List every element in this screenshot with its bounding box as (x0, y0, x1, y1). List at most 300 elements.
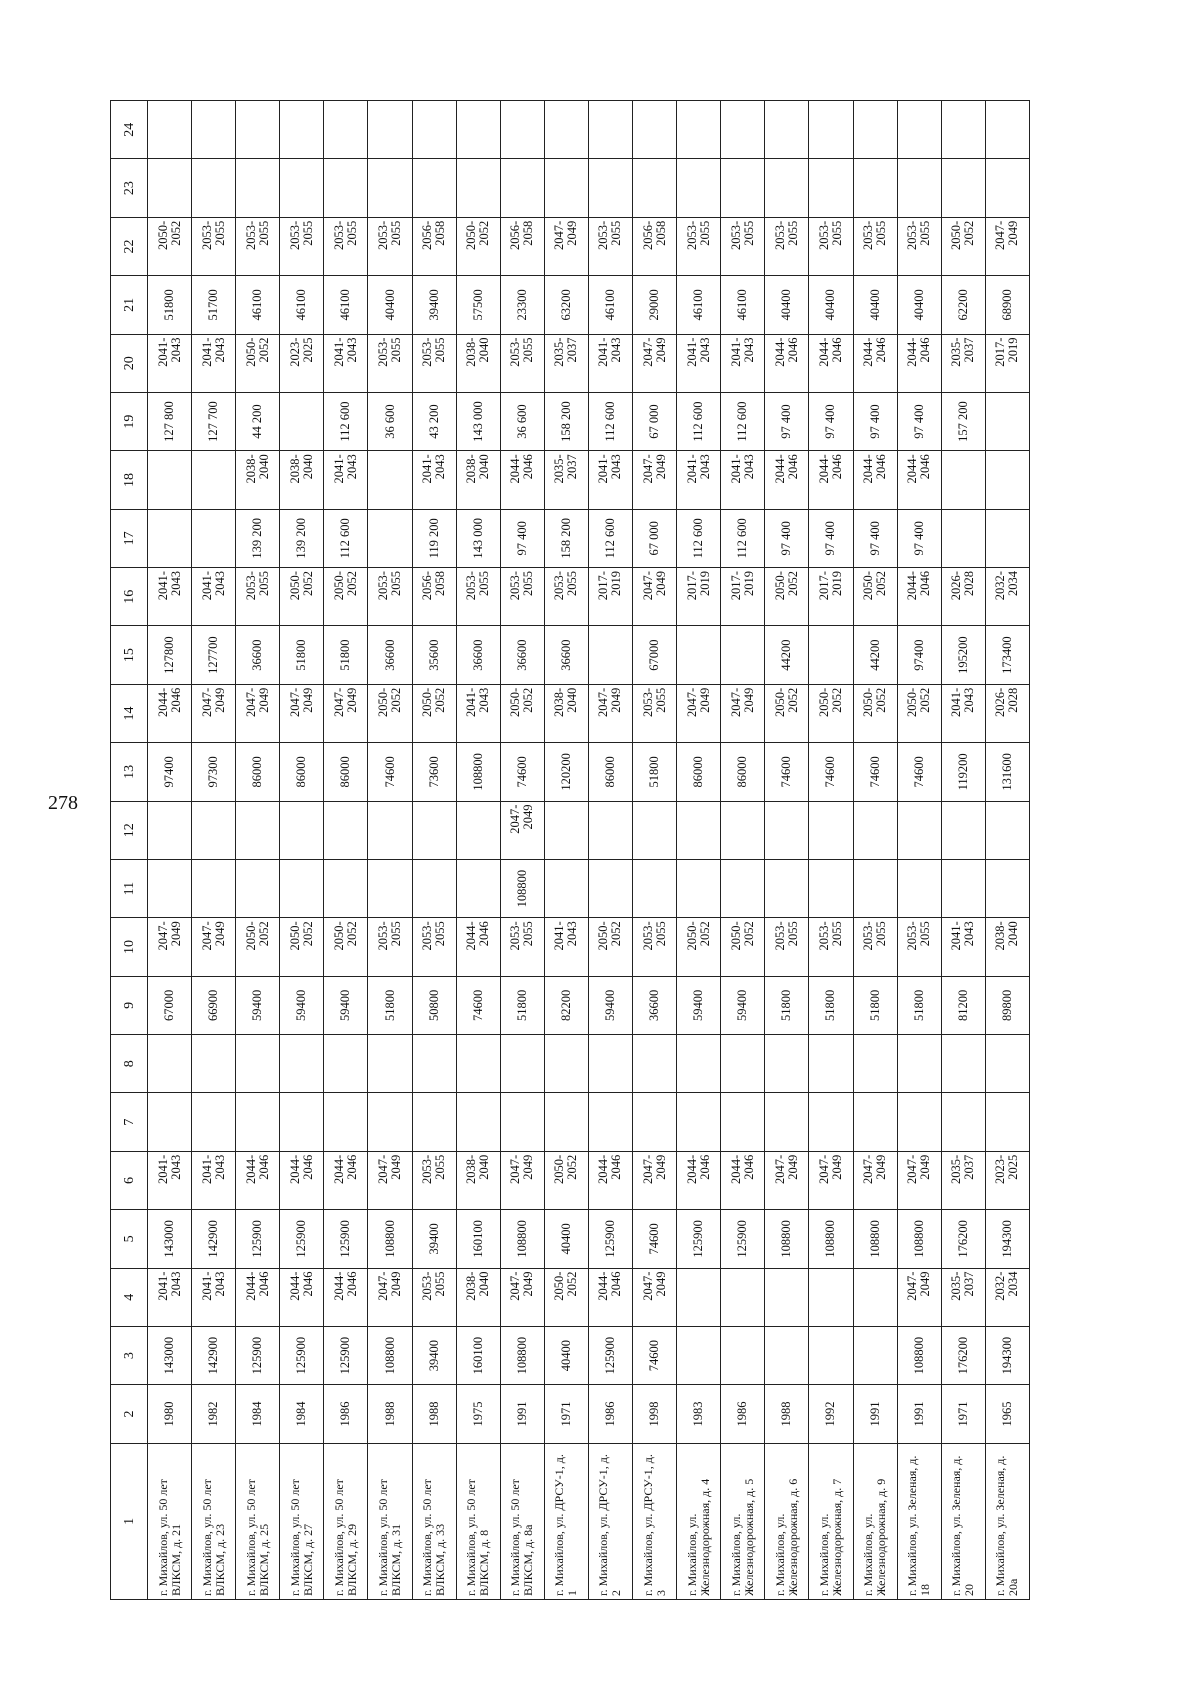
table-cell: 2038-2040 (456, 1268, 500, 1326)
table-cell: 2050-2052 (456, 217, 500, 275)
table-cell: 2047-2049 (236, 684, 280, 742)
table-cell (236, 801, 280, 859)
table-cell: 74600 (500, 743, 544, 801)
table-cell (721, 159, 765, 217)
table-cell: 2041-2043 (148, 334, 192, 392)
table-cell: 143 000 (456, 509, 500, 567)
table-cell: 194300 (985, 1326, 1029, 1384)
table-cell: 1980 (148, 1385, 192, 1443)
table-cell (677, 1035, 721, 1093)
table-cell: 2053-2055 (765, 918, 809, 976)
table-cell: 176200 (941, 1210, 985, 1268)
table-cell: 36600 (633, 976, 677, 1034)
table-cell: 158 200 (544, 392, 588, 450)
table-cell: 112 600 (324, 509, 368, 567)
table-cell: 2038-2040 (236, 451, 280, 509)
table-cell (324, 801, 368, 859)
table-cell: 2044-2046 (853, 334, 897, 392)
table-cell (368, 451, 412, 509)
table-cell (765, 1268, 809, 1326)
table-cell: 108800 (500, 859, 544, 917)
table-cell: 158 200 (544, 509, 588, 567)
table-cell: 125900 (324, 1210, 368, 1268)
table-cell: 2050-2052 (500, 684, 544, 742)
table-cell: 40400 (544, 1326, 588, 1384)
table-cell: 2023-2025 (985, 1151, 1029, 1209)
table-cell (588, 101, 632, 159)
table-cell: 108800 (456, 743, 500, 801)
table-cell (677, 101, 721, 159)
table-cell: 2053-2055 (633, 684, 677, 742)
table-cell (677, 626, 721, 684)
table-cell: 2050-2052 (148, 217, 192, 275)
table-cell: 131600 (985, 743, 1029, 801)
table-cell: 1971 (544, 1385, 588, 1443)
table-cell: 2050-2052 (412, 684, 456, 742)
table-cell: 1983 (677, 1385, 721, 1443)
table-cell: 43 200 (412, 392, 456, 450)
table-cell: 51800 (633, 743, 677, 801)
table-cell: 143000 (148, 1210, 192, 1268)
table-cell: 51800 (500, 976, 544, 1034)
table-cell: 40400 (853, 276, 897, 334)
table-cell: 125900 (588, 1326, 632, 1384)
table-cell (412, 1035, 456, 1093)
table-cell: 50800 (412, 976, 456, 1034)
table-cell: 160100 (456, 1326, 500, 1384)
table-cell: 1991 (897, 1385, 941, 1443)
table-cell: 59400 (677, 976, 721, 1034)
table-cell: 46100 (280, 276, 324, 334)
table-cell: 2053-2055 (236, 217, 280, 275)
table-cell: 125900 (280, 1210, 324, 1268)
table-cell: 51800 (148, 276, 192, 334)
table-cell (765, 101, 809, 159)
table-cell (809, 1326, 853, 1384)
table-cell (633, 859, 677, 917)
row-address-cell: г. Михайлов, ул. ДРСУ-1, д. 2 (588, 1443, 632, 1599)
table-cell: 2053-2055 (809, 217, 853, 275)
table-cell: 74600 (897, 743, 941, 801)
table-cell: 97 400 (765, 392, 809, 450)
table-cell (941, 801, 985, 859)
table-cell: 2041-2043 (324, 334, 368, 392)
table-row (456, 101, 500, 1600)
table-cell: 46100 (721, 276, 765, 334)
column-header-14: 14 (111, 684, 148, 742)
table-cell (412, 859, 456, 917)
table-cell: 59400 (236, 976, 280, 1034)
table-cell: 142900 (192, 1210, 236, 1268)
table-cell: 2047-2049 (633, 451, 677, 509)
table-cell: 2053-2055 (368, 217, 412, 275)
table-cell: 63200 (544, 276, 588, 334)
table-cell: 2044-2046 (324, 1268, 368, 1326)
table-cell (588, 626, 632, 684)
column-header-15: 15 (111, 626, 148, 684)
table-cell: 2047-2049 (368, 1151, 412, 1209)
table-cell: 51800 (897, 976, 941, 1034)
row-address-cell: г. Михайлов, ул. 50 лет ВЛКСМ, д. 8 (456, 1443, 500, 1599)
table-cell: 97 400 (853, 509, 897, 567)
table-cell: 2050-2052 (677, 918, 721, 976)
table-cell: 74600 (368, 743, 412, 801)
table-cell (677, 1093, 721, 1151)
table-row (941, 101, 985, 1600)
table-cell: 97300 (192, 743, 236, 801)
table-cell: 97 400 (809, 509, 853, 567)
row-address-cell: г. Михайлов, ул. Зеленая, д. 20 (941, 1443, 985, 1599)
row-address-cell: г. Михайлов, ул. Железнодорожная, д. 5 (721, 1443, 765, 1599)
table-cell: 2044-2046 (765, 451, 809, 509)
table-cell: 2038-2040 (456, 334, 500, 392)
table-cell: 74600 (809, 743, 853, 801)
row-address-cell: г. Михайлов, ул. 50 лет ВЛКСМ, д. 8а (500, 1443, 544, 1599)
table-row (544, 101, 588, 1600)
table-cell (765, 159, 809, 217)
table-cell: 2053-2055 (588, 217, 632, 275)
table-cell: 86000 (236, 743, 280, 801)
row-address-cell: г. Михайлов, ул. 50 лет ВЛКСМ, д. 21 (148, 1443, 192, 1599)
table-cell: 2044-2046 (500, 451, 544, 509)
table-cell: 29000 (633, 276, 677, 334)
table-cell (412, 1093, 456, 1151)
table-cell (192, 509, 236, 567)
table-cell: 112 600 (588, 392, 632, 450)
table-cell: 46100 (236, 276, 280, 334)
table-cell: 1982 (192, 1385, 236, 1443)
table-cell: 40400 (897, 276, 941, 334)
table-cell (236, 101, 280, 159)
table-cell: 2044-2046 (897, 568, 941, 626)
table-cell: 2035-2037 (544, 451, 588, 509)
table-cell: 40400 (368, 276, 412, 334)
table-cell: 74600 (456, 976, 500, 1034)
table-row (368, 101, 412, 1600)
table-cell (765, 1326, 809, 1384)
table-cell: 2044-2046 (809, 334, 853, 392)
table-cell (456, 1093, 500, 1151)
table-cell: 2047-2049 (500, 801, 544, 859)
table-row (985, 101, 1029, 1600)
table-cell: 57500 (456, 276, 500, 334)
table-cell: 2050-2052 (588, 918, 632, 976)
table-cell: 97 400 (853, 392, 897, 450)
table-cell: 2041-2043 (941, 684, 985, 742)
table-cell (148, 1093, 192, 1151)
table-cell: 2041-2043 (192, 1151, 236, 1209)
table-cell: 2041-2043 (588, 451, 632, 509)
table-cell: 2053-2055 (412, 1268, 456, 1326)
table-cell (588, 1035, 632, 1093)
table-cell: 2044-2046 (324, 1151, 368, 1209)
table-cell: 2041-2043 (192, 1268, 236, 1326)
data-table (110, 100, 1030, 1600)
table-cell (192, 159, 236, 217)
table-cell: 59400 (721, 976, 765, 1034)
table-cell: 82200 (544, 976, 588, 1034)
table-cell (809, 1093, 853, 1151)
table-cell (985, 392, 1029, 450)
table-cell: 2053-2055 (412, 1151, 456, 1209)
table-cell: 125900 (236, 1210, 280, 1268)
table-cell: 2017-2019 (588, 568, 632, 626)
table-cell: 2056-2058 (412, 568, 456, 626)
table-cell: 2050-2052 (765, 568, 809, 626)
table-cell (588, 859, 632, 917)
column-header-17: 17 (111, 509, 148, 567)
table-cell (721, 1326, 765, 1384)
table-cell: 2053-2055 (721, 217, 765, 275)
table-cell: 2047-2049 (897, 1268, 941, 1326)
table-cell: 2053-2055 (412, 334, 456, 392)
table-row (500, 101, 544, 1600)
table-row (236, 101, 280, 1600)
table-cell (853, 101, 897, 159)
table-cell: 40400 (809, 276, 853, 334)
table-cell (368, 509, 412, 567)
table-cell: 74600 (765, 743, 809, 801)
table-cell (324, 1093, 368, 1151)
table-row (324, 101, 368, 1600)
table-header-row (111, 101, 148, 1600)
table-cell: 2053-2055 (412, 918, 456, 976)
table-cell (368, 1093, 412, 1151)
table-cell: 112 600 (721, 509, 765, 567)
row-address-cell: г. Михайлов, ул. 50 лет ВЛКСМ, д. 25 (236, 1443, 280, 1599)
table-cell (280, 101, 324, 159)
table-cell: 2026-2028 (941, 568, 985, 626)
table-cell (633, 159, 677, 217)
column-header-20: 20 (111, 334, 148, 392)
table-cell: 1986 (588, 1385, 632, 1443)
table-cell (765, 859, 809, 917)
table-cell: 2035-2037 (941, 1151, 985, 1209)
table-cell (544, 801, 588, 859)
table-cell (192, 451, 236, 509)
table-row (412, 101, 456, 1600)
table-cell (192, 101, 236, 159)
table-cell: 2044-2046 (236, 1268, 280, 1326)
table-cell: 51800 (324, 626, 368, 684)
table-cell: 1992 (809, 1385, 853, 1443)
table-row (192, 101, 236, 1600)
row-address-cell: г. Михайлов, ул. ДРСУ-1, д. 1 (544, 1443, 588, 1599)
table-cell (985, 1093, 1029, 1151)
table-cell: 2032-2034 (985, 568, 1029, 626)
table-cell: 157 200 (941, 392, 985, 450)
table-cell (677, 801, 721, 859)
table-cell (941, 451, 985, 509)
table-row (765, 101, 809, 1600)
table-cell: 119200 (941, 743, 985, 801)
table-cell: 35600 (412, 626, 456, 684)
table-cell: 112 600 (677, 392, 721, 450)
column-header-12: 12 (111, 801, 148, 859)
table-cell (897, 1093, 941, 1151)
table-cell: 2044-2046 (677, 1151, 721, 1209)
table-cell: 2050-2052 (544, 1268, 588, 1326)
table-cell: 2047-2049 (324, 684, 368, 742)
table-cell: 2038-2040 (280, 451, 324, 509)
table-cell: 2053-2055 (280, 217, 324, 275)
table-cell: 2041-2043 (721, 334, 765, 392)
table-cell: 67000 (148, 976, 192, 1034)
table-cell (633, 1093, 677, 1151)
table-cell (280, 1035, 324, 1093)
table-cell: 2041-2043 (677, 334, 721, 392)
table-cell: 2053-2055 (500, 568, 544, 626)
table-cell (236, 1093, 280, 1151)
table-cell: 127800 (148, 626, 192, 684)
table-cell (941, 159, 985, 217)
table-cell (456, 859, 500, 917)
table-row (588, 101, 632, 1600)
row-address-cell: г. Михайлов, ул. Железнодорожная, д. 9 (853, 1443, 897, 1599)
table-cell: 119 200 (412, 509, 456, 567)
table-cell (324, 859, 368, 917)
table-cell: 2053-2055 (633, 918, 677, 976)
table-cell: 2041-2043 (941, 918, 985, 976)
table-cell (765, 801, 809, 859)
table-cell (324, 101, 368, 159)
table-cell (985, 101, 1029, 159)
table-cell (853, 159, 897, 217)
table-cell (633, 801, 677, 859)
column-header-8: 8 (111, 1035, 148, 1093)
table-cell (236, 159, 280, 217)
table-cell: 2041-2043 (412, 451, 456, 509)
table-cell: 23300 (500, 276, 544, 334)
table-cell (412, 101, 456, 159)
table-cell: 36600 (456, 626, 500, 684)
table-cell: 86000 (721, 743, 765, 801)
table-cell: 36600 (500, 626, 544, 684)
table-cell (853, 1326, 897, 1384)
table-cell: 2050-2052 (280, 918, 324, 976)
table-cell: 66900 (192, 976, 236, 1034)
table-cell: 62200 (941, 276, 985, 334)
table-cell (236, 859, 280, 917)
table-cell: 97 400 (897, 392, 941, 450)
table-cell: 143 000 (456, 392, 500, 450)
table-cell: 125900 (324, 1326, 368, 1384)
column-header-18: 18 (111, 451, 148, 509)
table-cell (985, 1035, 1029, 1093)
column-header-11: 11 (111, 859, 148, 917)
table-cell: 112 600 (721, 392, 765, 450)
column-header-5: 5 (111, 1210, 148, 1268)
table-cell: 2017-2019 (721, 568, 765, 626)
table-cell: 2044-2046 (721, 1151, 765, 1209)
table-cell (677, 859, 721, 917)
table-cell (456, 159, 500, 217)
table-cell: 2044-2046 (897, 334, 941, 392)
table-cell: 86000 (324, 743, 368, 801)
table-cell (148, 801, 192, 859)
column-header-21: 21 (111, 276, 148, 334)
table-cell: 139 200 (236, 509, 280, 567)
table-cell: 139 200 (280, 509, 324, 567)
table-cell: 108800 (897, 1326, 941, 1384)
table-cell: 2017-2019 (677, 568, 721, 626)
table-cell: 1988 (368, 1385, 412, 1443)
table-cell: 1991 (853, 1385, 897, 1443)
table-cell (324, 1035, 368, 1093)
table-row (897, 101, 941, 1600)
table-cell (809, 626, 853, 684)
table-cell: 194300 (985, 1210, 1029, 1268)
table-cell: 2050-2052 (544, 1151, 588, 1209)
table-cell: 2047-2049 (765, 1151, 809, 1209)
table-cell: 2050-2052 (809, 684, 853, 742)
table-cell: 2050-2052 (236, 334, 280, 392)
table-cell: 74600 (633, 1326, 677, 1384)
row-address-cell: г. Михайлов, ул. 50 лет ВЛКСМ, д. 23 (192, 1443, 236, 1599)
table-cell (985, 859, 1029, 917)
table-cell: 2053-2055 (853, 918, 897, 976)
table-cell: 127700 (192, 626, 236, 684)
table-cell: 2044-2046 (280, 1268, 324, 1326)
table-cell (148, 509, 192, 567)
table-cell: 97 400 (897, 509, 941, 567)
table-cell (544, 159, 588, 217)
table-cell (897, 159, 941, 217)
table-cell: 2044-2046 (236, 1151, 280, 1209)
table-cell: 143000 (148, 1326, 192, 1384)
table-cell: 40400 (544, 1210, 588, 1268)
table-cell (280, 1093, 324, 1151)
table-cell: 125900 (677, 1210, 721, 1268)
table-cell (853, 1093, 897, 1151)
table-cell: 2047-2049 (677, 684, 721, 742)
table-cell: 2056-2058 (500, 217, 544, 275)
table-cell: 2017-2019 (809, 568, 853, 626)
table-cell (368, 801, 412, 859)
row-address-cell: г. Михайлов, ул. Зеленая, д. 20а (985, 1443, 1029, 1599)
table-cell (456, 101, 500, 159)
table-cell (853, 801, 897, 859)
table-cell: 2053-2055 (897, 918, 941, 976)
table-cell: 51700 (192, 276, 236, 334)
table-cell: 2041-2043 (544, 918, 588, 976)
table-cell: 1971 (941, 1385, 985, 1443)
table-cell: 2044-2046 (280, 1151, 324, 1209)
row-address-cell: г. Михайлов, ул. ДРСУ-1, д. 3 (633, 1443, 677, 1599)
table-cell: 2032-2034 (985, 1268, 1029, 1326)
table-cell: 108800 (853, 1210, 897, 1268)
column-header-3: 3 (111, 1326, 148, 1384)
table-cell (456, 801, 500, 859)
table-cell (500, 1093, 544, 1151)
table-cell: 125900 (721, 1210, 765, 1268)
table-cell: 2047-2049 (633, 568, 677, 626)
table-cell (633, 1035, 677, 1093)
table-cell (588, 159, 632, 217)
table-cell: 2047-2049 (192, 684, 236, 742)
table-cell (721, 859, 765, 917)
table-cell (721, 626, 765, 684)
table-cell (368, 1035, 412, 1093)
table-cell: 74600 (853, 743, 897, 801)
table-cell (368, 101, 412, 159)
table-cell: 1984 (280, 1385, 324, 1443)
table-cell: 39400 (412, 1210, 456, 1268)
table-cell: 2047-2049 (192, 918, 236, 976)
table-cell: 59400 (280, 976, 324, 1034)
table-cell (941, 101, 985, 159)
row-address-cell: г. Михайлов, ул. Железнодорожная, д. 6 (765, 1443, 809, 1599)
